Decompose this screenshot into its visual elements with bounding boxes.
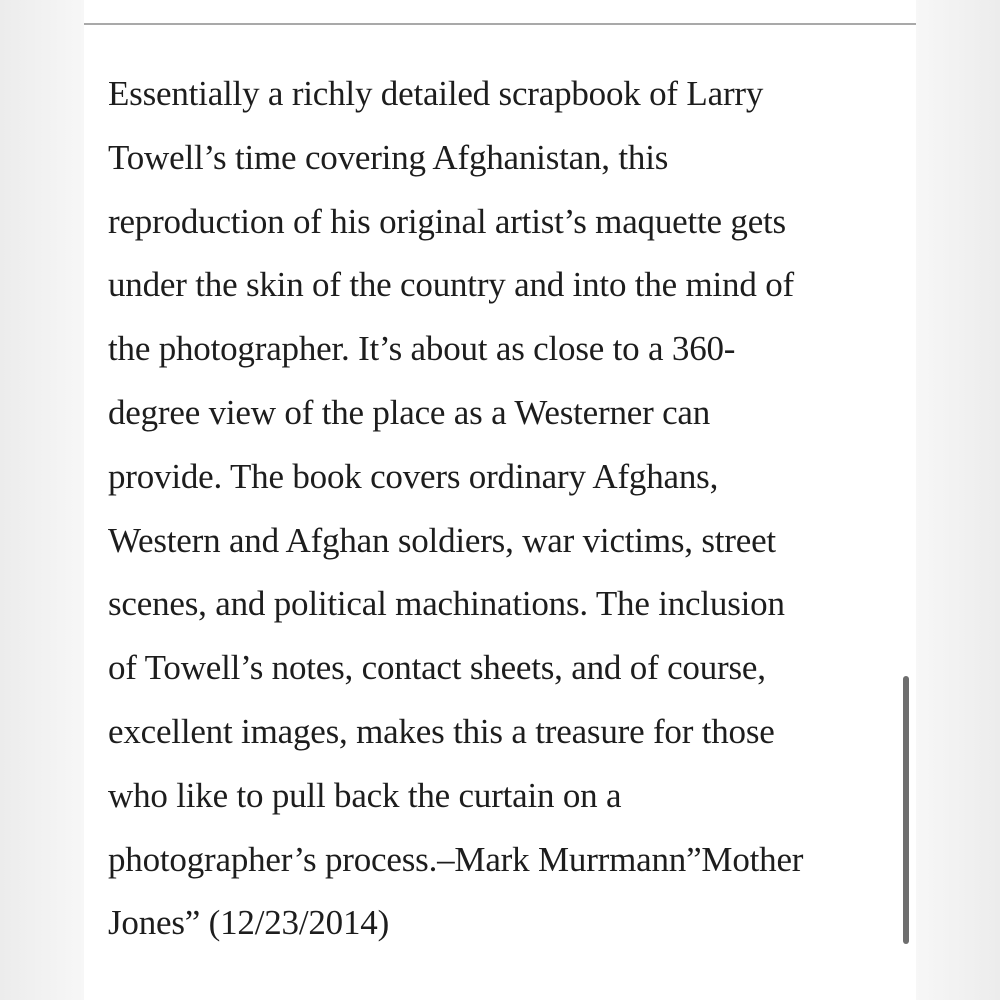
review-line: degree view of the place as a Westerner can: [108, 392, 711, 432]
review-text: [108, 62, 898, 955]
review-line: under the skin of the country and into the mind of: [108, 265, 794, 305]
review-line: Essentially a richly detailed scrapbook of Larry: [108, 74, 764, 113]
review-line: the photographer. It’s about as close to a 360-: [108, 329, 736, 369]
review-line: Western and Afghan soldiers, war victims, street: [108, 520, 776, 560]
review-line: reproduction of his original artist’s maquette gets: [108, 201, 786, 241]
review-line: provide. The book covers ordinary Afghans,: [108, 456, 719, 496]
review-line: Towell’s time covering Afghanistan, this: [108, 137, 669, 177]
review-line: photographer’s process.–Mark Murrmann”Mother: [108, 839, 804, 879]
review-line: excellent images, makes this a treasure for those: [108, 711, 775, 751]
review-line: of Towell’s notes, contact sheets, and of course,: [108, 648, 766, 688]
review-line: who like to pull back the curtain on a: [108, 775, 622, 815]
scrollbar-thumb[interactable]: [903, 676, 909, 944]
section-divider: [84, 23, 916, 25]
review-line: Jones” (12/23/2014): [108, 903, 390, 943]
review-line: scenes, and political machinations. The inclusion: [108, 584, 785, 624]
